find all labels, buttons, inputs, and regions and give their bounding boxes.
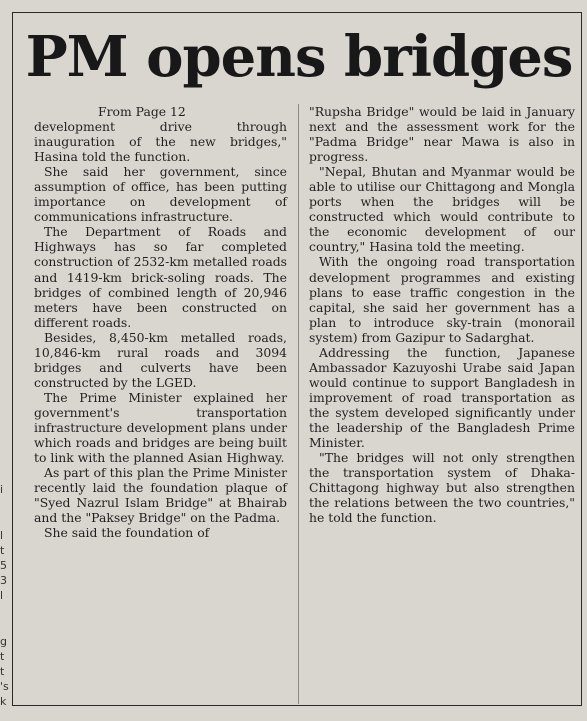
margin-mark: i xyxy=(0,483,4,496)
margin-mark: t xyxy=(0,544,5,557)
margin-mark: 5 xyxy=(0,559,7,572)
article-column-right xyxy=(309,104,575,525)
margin-mark: 's xyxy=(0,680,9,693)
adjacent-column-fragment xyxy=(0,0,12,721)
article-column-left xyxy=(34,104,287,540)
paragraph: "The bridges will not only strengthen the transportation system of Dhaka-Chittagong highway but also strengthen the relations between the two countries," he told the function. xyxy=(309,450,575,526)
paragraph: Besides, 8,450-km metalled roads, 10,846-km rural roads and 3094 bridges and culverts have been constructed by the LGED. xyxy=(34,329,287,390)
margin-mark: k xyxy=(0,695,7,708)
margin-mark: t xyxy=(0,650,5,663)
paragraph: She said the foundation of xyxy=(44,525,210,541)
paragraph: Addressing the function, Japanese Ambassador Kazuyoshi Urabe said Japan would continue to support Bangladesh in improvement of road transportation as the system developed significantly under the leadership of the Bangladesh Prime Minister. xyxy=(309,344,575,451)
paragraph: With the ongoing road transportation development programmes and existing plans to ease traffic congestion in the capital, she said her government has a plan to introduce sky-train (monorail system) from Gazipur to Sadarghat. xyxy=(309,254,575,345)
paragraph: As part of this plan the Prime Minister recently laid the foundation plaque of "Syed Nazrul Islam Bridge" at Bhairab and the "Paksey Bridge" on the Padma. xyxy=(34,465,287,526)
jump-line: From Page 12 xyxy=(98,104,186,119)
paragraph: "Rupsha Bridge" would be laid in January next and the assessment work for the "Padma Bridge" near Mawa is also in progress. xyxy=(309,104,575,165)
paragraph: "Nepal, Bhutan and Myanmar would be able to utilise our Chittagong and Mongla ports when the bridges will be constructed which would contribute to the economic development of our country," Hasina told the meeting. xyxy=(309,164,575,255)
margin-mark: 3 xyxy=(0,574,7,587)
margin-mark: g xyxy=(0,635,7,648)
margin-mark: l xyxy=(0,529,4,542)
paragraph: development drive through inauguration of the new bridges," Hasina told the function. xyxy=(34,119,287,165)
paragraph: The Prime Minister explained her government's transportation infrastructure development plans under which roads and bridges are being built to link with the planned Asian Highway. xyxy=(34,389,287,466)
column-divider xyxy=(298,104,299,704)
paragraph: She said her government, since assumption of office, has been putting importance on development of communications infrastructure. xyxy=(34,164,287,225)
margin-mark: t xyxy=(0,665,5,678)
margin-mark: l xyxy=(0,589,4,602)
paragraph: The Department of Roads and Highways has so far completed construction of 2532-km metalled roads and 1419-km brick-soling roads. The bridges of combined length of 20,946 meters have been constructed on different roads. xyxy=(34,224,287,330)
headline: PM opens bridges xyxy=(25,24,573,90)
